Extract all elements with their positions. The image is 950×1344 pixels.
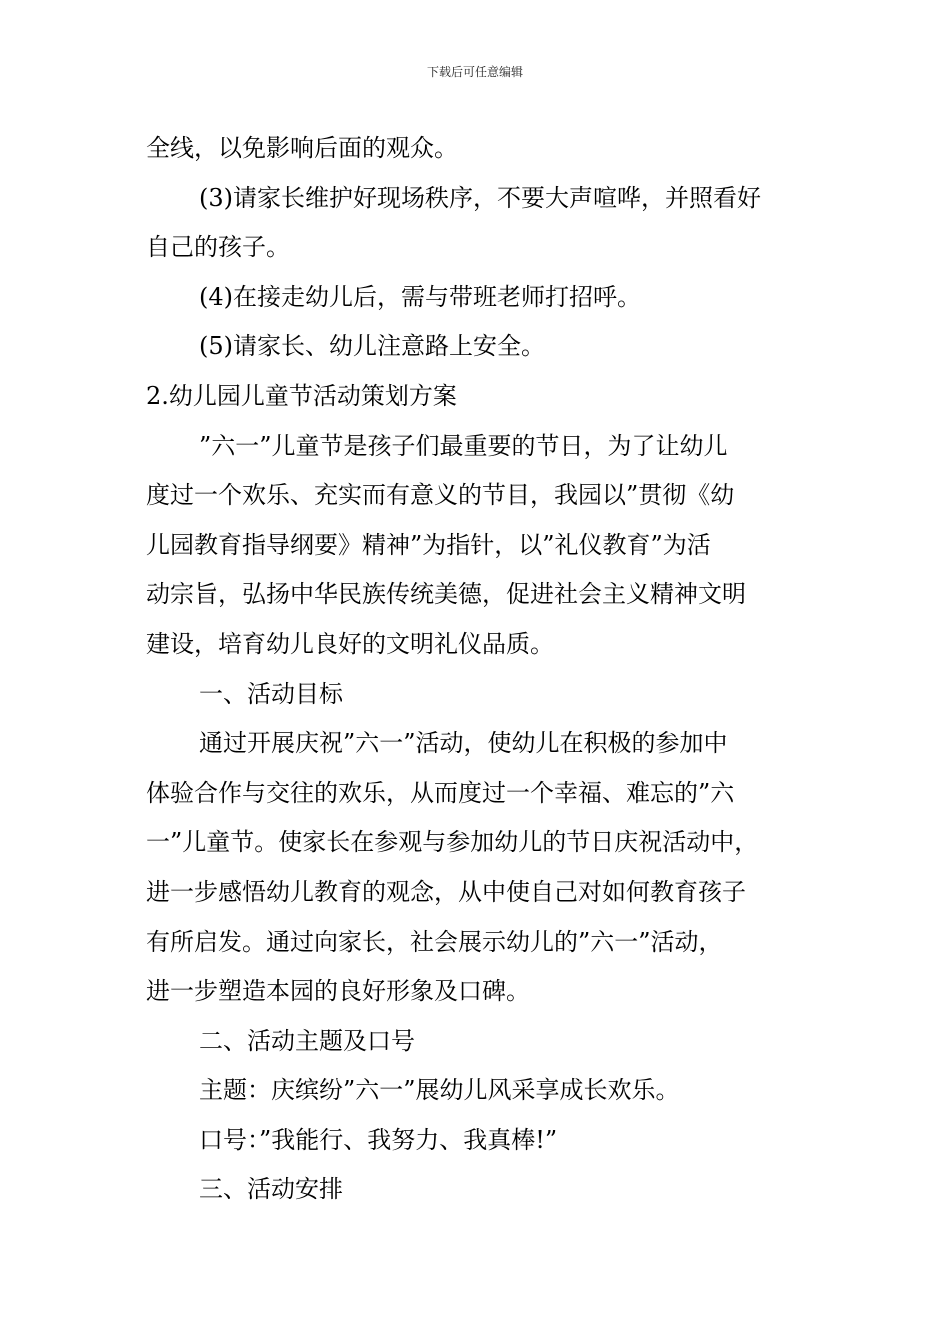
text-line: 口号：”我能行、我努力、我真棒!” — [199, 1125, 558, 1154]
section-heading: 2.幼儿园儿童节活动策划方案 — [146, 381, 457, 410]
text-line: (4)在接走幼儿后，需与带班老师打招呼。 — [199, 282, 641, 311]
text-line: 儿园教育指导纲要》精神”为指针，以”礼仪教育”为活 — [146, 530, 711, 559]
text-line: (5)请家长、幼儿注意路上安全。 — [199, 332, 545, 361]
document-body — [146, 124, 816, 1215]
subsection-heading: 一、活动目标 — [199, 679, 343, 708]
text-line: 一”儿童节。使家长在参观与参加幼儿的节日庆祝活动中， — [146, 828, 759, 857]
subsection-heading: 三、活动安排 — [199, 1175, 343, 1204]
text-line: 自己的孩子。 — [146, 233, 290, 262]
text-line: 度过一个欢乐、充实而有意义的节目，我园以”贯彻《幼 — [146, 481, 735, 510]
text-line: 有所启发。通过向家长，社会展示幼儿的”六一”活动， — [146, 927, 723, 956]
text-line: 建设，培育幼儿良好的文明礼仪品质。 — [146, 629, 554, 658]
text-line: (3)请家长维护好现场秩序，不要大声喧哗，并照看好 — [199, 183, 761, 212]
subsection-heading: 二、活动主题及口号 — [199, 1026, 415, 1055]
text-line: 体验合作与交往的欢乐，从而度过一个幸福、难忘的”六 — [146, 778, 735, 807]
text-line: 全线，以免影响后面的观众。 — [146, 134, 458, 162]
text-line: 进一步塑造本园的良好形象及口碑。 — [146, 977, 530, 1006]
text-line: 通过开展庆祝”六一”活动，使幼儿在积极的参加中 — [199, 729, 728, 758]
text-line: 进一步感悟幼儿教育的观念，从中使自己对如何教育孩子 — [146, 877, 746, 906]
text-line: 主题：庆缤纷”六一”展幼儿风采享成长欢乐。 — [199, 1076, 680, 1105]
page-header: 下载后可任意编辑 — [426, 65, 523, 79]
text-line: ”六一”儿童节是孩子们最重要的节日，为了让幼儿 — [199, 431, 728, 460]
text-line: 动宗旨，弘扬中华民族传统美德，促进社会主义精神文明 — [146, 580, 746, 609]
